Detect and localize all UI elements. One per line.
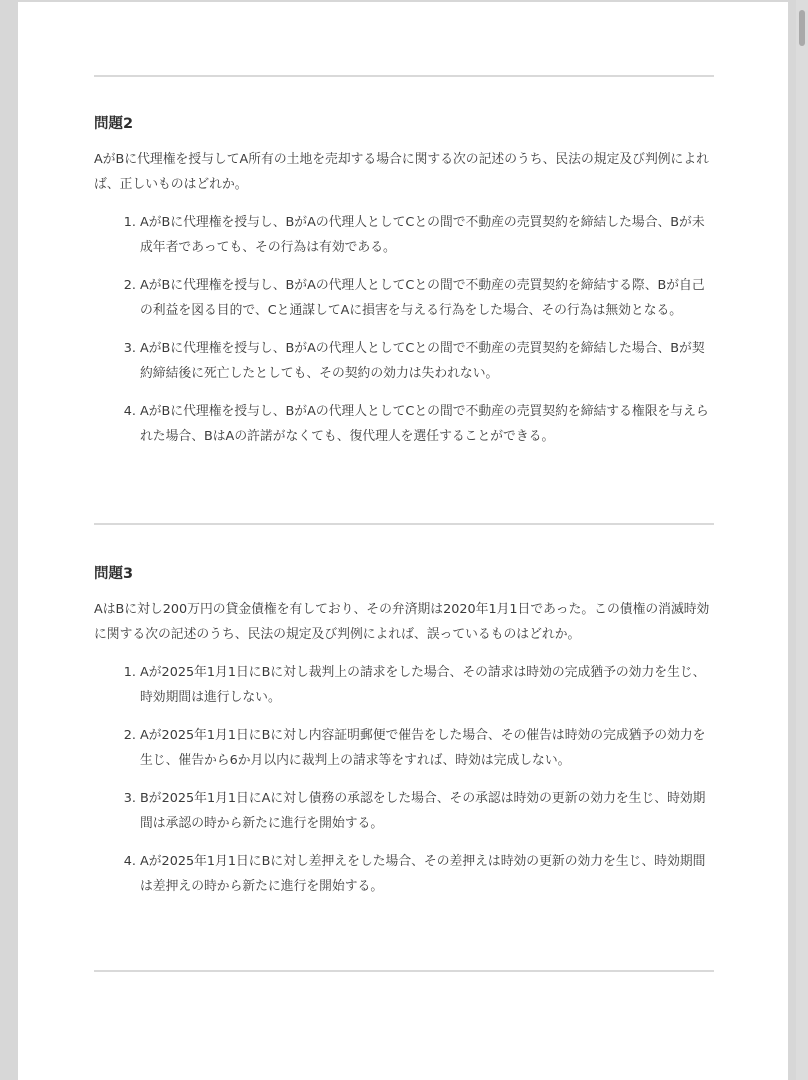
question-2 <box>94 112 734 449</box>
divider-middle <box>94 523 714 525</box>
choice-item <box>94 399 714 449</box>
question-3-stem: AはBに対し200万円の貸金債権を有しており、その弁済期は2020年1月1日であった。この債権の消滅時効に関する次の記述のうち、民法の規定及び判例によれば、誤っているものはどれか。 <box>94 602 710 642</box>
scrollbar[interactable] <box>796 0 808 1080</box>
choice-item <box>94 849 714 899</box>
divider-top <box>94 75 714 77</box>
choice-item <box>94 210 714 260</box>
choice-text: Aが2025年1月1日にBに対し裁判上の請求をした場合、その請求は時効の完成猶予の効力を生じ、時効期間は進行しない。 <box>140 665 706 705</box>
question-2-choices <box>94 210 734 449</box>
choice-text: AがBに代理権を授与し、BがAの代理人としてCとの間で不動産の売買契約を締結した場合、Bが契約締結後に死亡したとしても、その契約の効力は失われない。 <box>140 341 705 381</box>
choice-text: Bが2025年1月1日にAに対し債務の承認をした場合、その承認は時効の更新の効力を生じ、時効期間は承認の時から新たに進行を開始する。 <box>140 791 706 831</box>
choice-item <box>94 723 714 773</box>
choice-number: 4. <box>123 854 136 869</box>
choice-number: 3. <box>123 341 136 356</box>
choice-text: AがBに代理権を授与し、BがAの代理人としてCとの間で不動産の売買契約を締結した場合、Bが未成年者であっても、その行為は有効である。 <box>140 215 705 255</box>
choice-number: 1. <box>123 215 136 230</box>
choice-item <box>94 660 714 710</box>
choice-number: 3. <box>123 791 136 806</box>
choice-item <box>94 273 714 323</box>
choice-text: AがBに代理権を授与し、BがAの代理人としてCとの間で不動産の売買契約を締結する際、Bが自己の利益を図る目的で、Cと通謀してAに損害を与える行為をした場合、その行為は無効となる。 <box>140 278 705 318</box>
choice-number: 2. <box>123 728 136 743</box>
choice-text: AがBに代理権を授与し、BがAの代理人としてCとの間で不動産の売買契約を締結する権限を与えられた場合、BはAの許諾がなくても、復代理人を選任することができる。 <box>140 404 709 444</box>
choice-text: Aが2025年1月1日にBに対し差押えをした場合、その差押えは時効の更新の効力を生じ、時効期間は差押えの時から新たに進行を開始する。 <box>140 854 706 894</box>
question-3 <box>94 562 734 899</box>
scrollbar-thumb[interactable] <box>799 10 805 46</box>
question-2-stem: AがBに代理権を授与してA所有の土地を売却する場合に関する次の記述のうち、民法の規定及び判例によれば、正しいものはどれか。 <box>94 152 709 192</box>
question-3-choices <box>94 660 734 899</box>
question-3-title: 問題3 <box>94 566 134 582</box>
choice-text: Aが2025年1月1日にBに対し内容証明郵便で催告をした場合、その催告は時効の完成猶予の効力を生じ、催告から6か月以内に裁判上の請求等をすれば、時効は完成しない。 <box>140 728 706 768</box>
choice-number: 1. <box>123 665 136 680</box>
question-2-title: 問題2 <box>94 116 134 132</box>
choice-item <box>94 786 714 836</box>
divider-bottom <box>94 970 714 972</box>
choice-item <box>94 336 714 386</box>
choice-number: 2. <box>123 278 136 293</box>
document-page <box>18 2 788 1080</box>
choice-number: 4. <box>123 404 136 419</box>
